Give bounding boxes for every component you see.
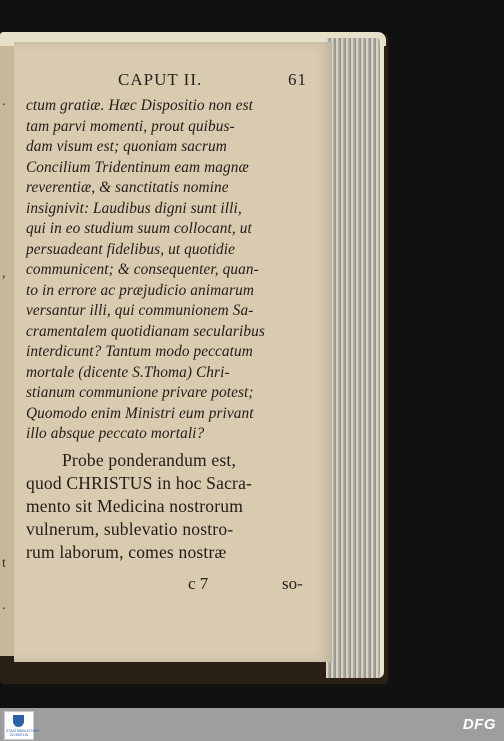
text-line: illo absque peccato mortali?: [26, 425, 205, 442]
signature-mark: c 7: [188, 574, 209, 593]
text-line: Probe ponderandum est,: [62, 449, 237, 470]
italic-paragraph: [26, 96, 326, 445]
text-line: to in errore ac præjudicio animarum: [26, 281, 254, 299]
catchword: so-: [282, 574, 303, 593]
text-line: communicent; & consequenter, quan-: [26, 261, 259, 278]
text-line: Concilium Tridentinum eam magnæ: [26, 158, 249, 176]
text-line: quod CHRISTUS in hoc Sacra-: [26, 472, 253, 493]
text-line: rum laborum, comes nostræ: [26, 541, 227, 562]
facing-page-mark: t: [2, 556, 6, 571]
crest-icon: [13, 715, 24, 727]
viewer-footer-bar: [0, 708, 504, 741]
text-line: dam visum est; quoniam sacrum: [26, 138, 227, 155]
text-line: cramentalem quotidianam secularibus: [26, 322, 265, 340]
library-logo-text: STAATSBIBLIOTHEK ZU BERLIN: [6, 729, 40, 737]
facing-page-mark: ,: [2, 266, 6, 281]
dfg-logo[interactable]: DFG: [462, 716, 496, 733]
text-line: mortale (dicente S.Thoma) Chri-: [26, 363, 230, 381]
facing-page-edge: [0, 46, 15, 656]
text-line: interdicunt? Tantum modo peccatum: [26, 343, 253, 360]
text-line: vulnerum, sublevatio nostro-: [26, 518, 234, 539]
text-line: insignivit: Laudibus digni sunt illi,: [26, 199, 242, 217]
page-edges: [326, 38, 384, 678]
facing-page-mark: .: [2, 94, 6, 109]
text-line: persuadeant fidelibus, ut quotidie: [26, 240, 236, 258]
roman-paragraph: [26, 449, 326, 564]
text-line: stianum communione privare potest;: [26, 384, 254, 401]
text-line: reverentiæ, & sanctitatis nomine: [26, 179, 229, 196]
library-logo[interactable]: [4, 711, 40, 740]
text-line: tam parvi momenti, prout quibus-: [26, 117, 235, 135]
running-head: CAPUT II.: [118, 70, 203, 89]
text-line: qui in eo studium suum collocant, ut: [26, 220, 252, 237]
page-body: [26, 96, 326, 564]
text-line: versantur illi, qui communionem Sa-: [26, 302, 254, 319]
facing-page-mark: .: [2, 598, 6, 613]
text-line: mento sit Medicina nostrorum: [26, 495, 244, 516]
page-number: 61: [288, 70, 307, 89]
text-line: ctum gratiæ. Hæc Dispositio non est: [26, 97, 254, 114]
text-line: Quomodo enim Ministri eum privant: [26, 404, 254, 422]
